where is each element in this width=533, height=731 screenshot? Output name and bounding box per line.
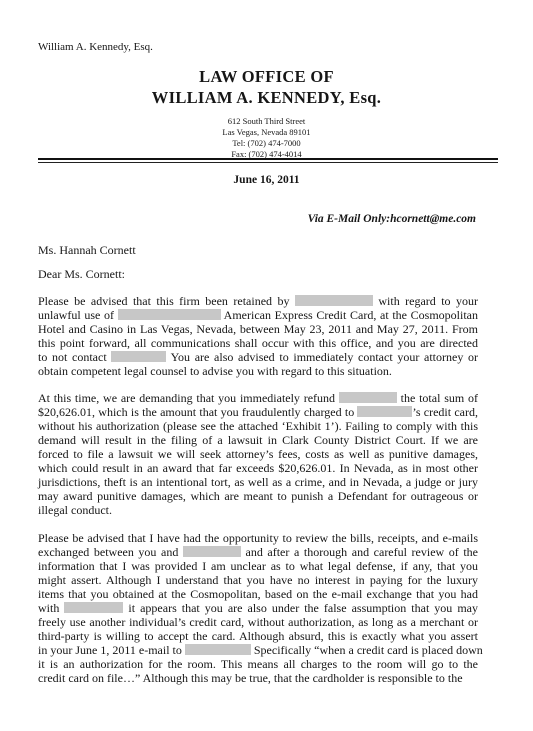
letterhead-address-street: 612 South Third Street (227, 116, 306, 126)
text-segment: information that I was provided I am unclear as to what legal defense, if any, that you (38, 559, 478, 573)
text-line (38, 364, 478, 378)
text-segment: the total sum of (396, 391, 478, 405)
text-segment: forced to file a lawsuit we will seek attorney’s fees, costs as well as punitive damages, (38, 447, 478, 461)
text-line (38, 336, 478, 350)
delivery-method: Via E-Mail Only:hcornett@me.com (307, 213, 476, 225)
text-segment: which could result in an award that far exceeds $20,626.01. In Nevada, as in most other (38, 461, 478, 475)
running-head: William A. Kennedy, Esq. (38, 41, 153, 53)
text-line (38, 573, 478, 587)
addressee: Ms. Hannah Cornett (38, 243, 136, 257)
text-segment: American Express Credit Card, at the Cosmopolitan (220, 308, 478, 322)
text-segment: Please be advised that I have had the opportunity to review the bills, receipts, and e-mails (38, 531, 478, 545)
text-segment: unlawful use of (38, 308, 118, 322)
redacted-name (64, 602, 123, 613)
redacted-name (185, 644, 251, 655)
text-segment: freely use another individual’s credit card, without authorization, as long as a merchant or (38, 615, 478, 629)
letterhead-rule-top (38, 158, 498, 160)
text-segment: illegal conduct. (38, 503, 112, 517)
text-line (38, 545, 478, 559)
text-line (38, 671, 478, 685)
text-segment: and after a thorough and careful review of the (240, 545, 478, 559)
text-segment: this point forward, all communications shall occur with this office, and you are directed (38, 336, 478, 350)
text-line (38, 601, 478, 615)
text-segment: it is an authorization for the room. This means all charges to the room will go to the (38, 657, 478, 671)
redacted-name (118, 309, 221, 320)
letter-date: June 16, 2011 (233, 174, 300, 186)
text-line (38, 419, 478, 433)
letterhead-address-city: Las Vegas, Nevada 89101 (222, 127, 311, 137)
text-segment: may award punitive damages, which are meant to punish a Defendant for outrageous or (38, 489, 478, 503)
redacted-name (295, 295, 373, 306)
text-segment: jurisdictions, theft is an intentional tort, as well as a crime, and in Nevada, a judge or jury (38, 475, 478, 489)
text-line (38, 503, 478, 517)
redacted-name (339, 392, 397, 403)
letterhead-line-2: WILLIAM A. KENNEDY, Esq. (151, 88, 382, 107)
text-line (38, 391, 478, 405)
letterhead-line-1: LAW OFFICE OF (199, 67, 334, 86)
text-line (38, 615, 478, 629)
redacted-name (357, 406, 412, 417)
text-line (38, 433, 478, 447)
text-segment: with regard to your (372, 294, 478, 308)
text-segment: without his authorization (please see the attached ‘Exhibit 1’). Failing to comply with this (38, 419, 478, 433)
text-segment: obtain competent legal counsel to advise you with regard to this situation. (38, 364, 392, 378)
text-line (38, 643, 483, 657)
text-line (38, 405, 478, 419)
text-line (38, 489, 478, 503)
text-segment: Hotel and Casino in Las Vegas, Nevada, between May 23, 2011 and May 27, 2011. From (38, 322, 478, 336)
text-segment: Specifically “when a credit card is placed down (250, 643, 483, 657)
text-line (38, 461, 478, 475)
text-segment: demand will result in the filing of a lawsuit in Clark County District Court. If we are (38, 433, 478, 447)
letterhead-telephone: Tel: (702) 474-7000 (232, 138, 301, 148)
text-segment: exchanged between you and (38, 545, 183, 559)
text-line (38, 447, 478, 461)
text-segment: items that you obtained at the Cosmopolitan, based on the e-mail exchange that you had (38, 587, 478, 601)
text-segment: credit card on file…” Although this may be true, that the cardholder is responsible to the (38, 671, 463, 685)
text-line (38, 559, 478, 573)
text-line (38, 294, 478, 308)
text-line (38, 322, 478, 336)
text-segment: might assert. Although I understand that you have no interest in paying for the luxury (38, 573, 478, 587)
text-line (38, 308, 478, 322)
text-segment: with (38, 601, 65, 615)
text-line (38, 475, 478, 489)
text-segment: it appears that you are also under the false assumption that you may (123, 601, 478, 615)
text-line (38, 531, 478, 545)
redacted-name (111, 351, 166, 362)
text-line (38, 657, 478, 671)
text-line (38, 629, 478, 643)
text-segment: $20,626.01, which is the amount that you fraudulently charged to (38, 405, 358, 419)
text-segment: Please be advised that this firm been retained by (38, 294, 295, 308)
redacted-name (183, 546, 241, 557)
text-line (38, 587, 478, 601)
text-segment: At this time, we are demanding that you immediately refund (38, 391, 339, 405)
text-segment: You are also advised to immediately contact your attorney or (166, 350, 478, 364)
letterhead-rule-bottom (38, 162, 498, 163)
text-segment: third-party is willing to accept the card. Although absurd, this is exactly what you assert (38, 629, 478, 643)
salutation: Dear Ms. Cornett: (38, 267, 125, 281)
letterhead-fax: Fax: (702) 474-4014 (231, 149, 302, 159)
text-segment: to not contact (38, 350, 112, 364)
text-segment: ’s credit card, (412, 405, 479, 419)
text-line (38, 350, 478, 364)
text-segment: in your June 1, 2011 e-mail to (38, 643, 185, 657)
